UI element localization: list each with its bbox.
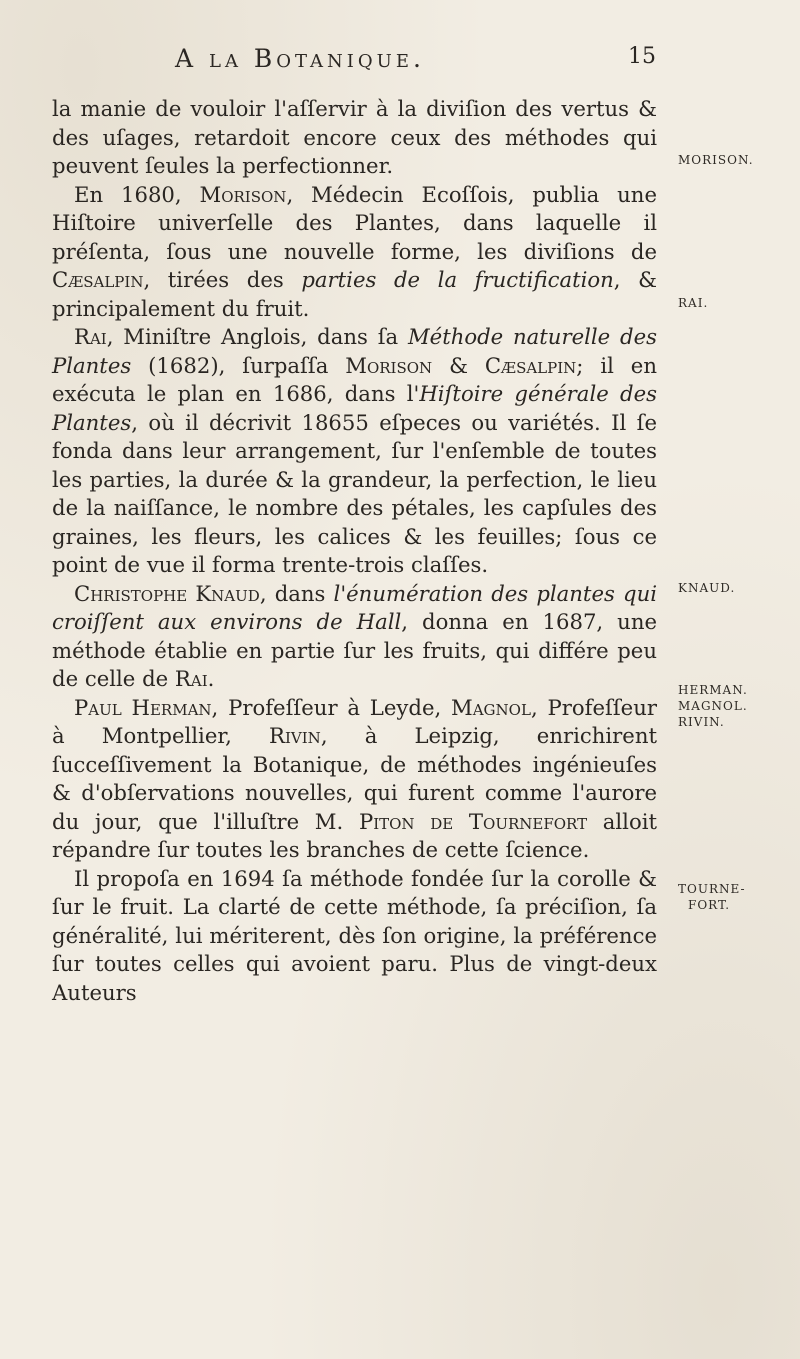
text-run: la manie de vouloir l'aſſervir à la diviſion des vertus & des uſages, retardoit encore ceux des méthodes qui peuvent ſeules la perfectionner. <box>52 96 657 178</box>
body-text <box>52 95 657 1007</box>
margin-note-rivin: RIVIN. <box>678 715 725 729</box>
text-run: . <box>207 666 215 691</box>
paragraph-morison <box>52 181 657 324</box>
author-name: Paul Herman <box>74 694 212 720</box>
text-run: , Profeſſeur à Leyde, <box>211 694 452 720</box>
book-title: l'énumération des plantes qui croiſſent aux environs de Hall <box>52 580 657 634</box>
author-name: Rai <box>174 666 208 691</box>
running-title: A la Botanique. <box>175 44 425 73</box>
author-name: Cæsalpin <box>52 267 144 292</box>
paragraph-rai <box>52 323 657 580</box>
italic-term: parties de la fructification <box>301 267 614 292</box>
text-run: , Miniſtre Anglois, dans ſa <box>106 324 408 349</box>
text-run: En 1680, <box>74 181 200 207</box>
paragraph-herman <box>52 694 657 865</box>
page-number: 15 <box>628 44 656 69</box>
text-run: (1682), ſurpaſſa <box>131 352 346 378</box>
book-title: Hiſtoire générale des Plantes <box>52 381 657 435</box>
text-run: , Médecin Ecoſſois, publia une Hiſtoire univerſelle des Plantes, dans laquelle il préſenta, ſous une nouvelle forme, les diviſions de <box>52 181 657 264</box>
margin-note-magnol: MAGNOL. <box>678 699 748 713</box>
author-name: Cæsalpin <box>484 352 577 378</box>
text-run: , dans <box>259 580 334 606</box>
text-run: , Profeſſeur à Montpellier, <box>52 694 657 748</box>
text-run: , où il décrivit 18655 eſpeces ou variétés. Il ſe fonda dans leur arrangement, ſur l'enſemble de toutes les parties, la durée & la grandeur, la perfection, le lieu de la naiſſance, le nombre des pétales, les capſules des graines, les fleurs, les calices & les feuilles; ſous ce point de vue il forma trente-trois claſſes. <box>52 409 657 577</box>
paragraph-continuation <box>52 95 657 181</box>
book-title: Méthode naturelle des Plantes <box>52 324 657 378</box>
author-name: Morison <box>199 181 287 207</box>
paragraph-knaud <box>52 580 657 694</box>
margin-note-herman: HERMAN. <box>678 683 748 697</box>
margin-note-tournefort-1: TOURNE- <box>678 882 746 896</box>
margin-note-tournefort-2: FORT. <box>688 898 731 912</box>
text-run: , donna en 1687, une méthode établie en partie ſur les fruits, qui différe peu de celle de <box>52 609 658 691</box>
text-run: ; il en exécuta le plan en 1686, dans l' <box>52 352 657 406</box>
author-name: Rivin <box>269 723 321 748</box>
text-run: , tirées des <box>143 267 302 292</box>
margin-note-knaud: KNAUD. <box>678 581 736 595</box>
text-run: , à Leipzig, enrichirent ſucceſſivement la Botanique, de méthodes ingénieuſes & d'obſervations nouvelles, qui furent comme l'aurore du jour, que l'illuſtre M. <box>52 723 658 834</box>
text-run: , & principalement du fruit. <box>52 267 657 321</box>
margin-note-rai: RAI. <box>678 296 709 310</box>
margin-note-morison: MORISON. <box>678 153 754 167</box>
author-name: Piton de Tournefort <box>358 808 588 834</box>
author-name: Magnol <box>451 694 531 720</box>
author-name: Christophe Knaud <box>74 580 260 606</box>
text-run: Il propoſa en 1694 ſa méthode fondée ſur la corolle & ſur le fruit. La clarté de cette méthode, ſa préciſion, ſa généralité, lui mériterent, dès ſon origine, la préférence ſur toutes celles qui avoient paru. Plus de vingt-deux Auteurs <box>52 865 657 1005</box>
text-run: alloit répandre ſur toutes les branches de cette ſcience. <box>52 808 657 862</box>
author-name: Rai <box>74 324 107 349</box>
author-name: Morison <box>345 352 433 378</box>
text-run: & <box>432 352 485 378</box>
paragraph-tournefort <box>52 865 657 1008</box>
